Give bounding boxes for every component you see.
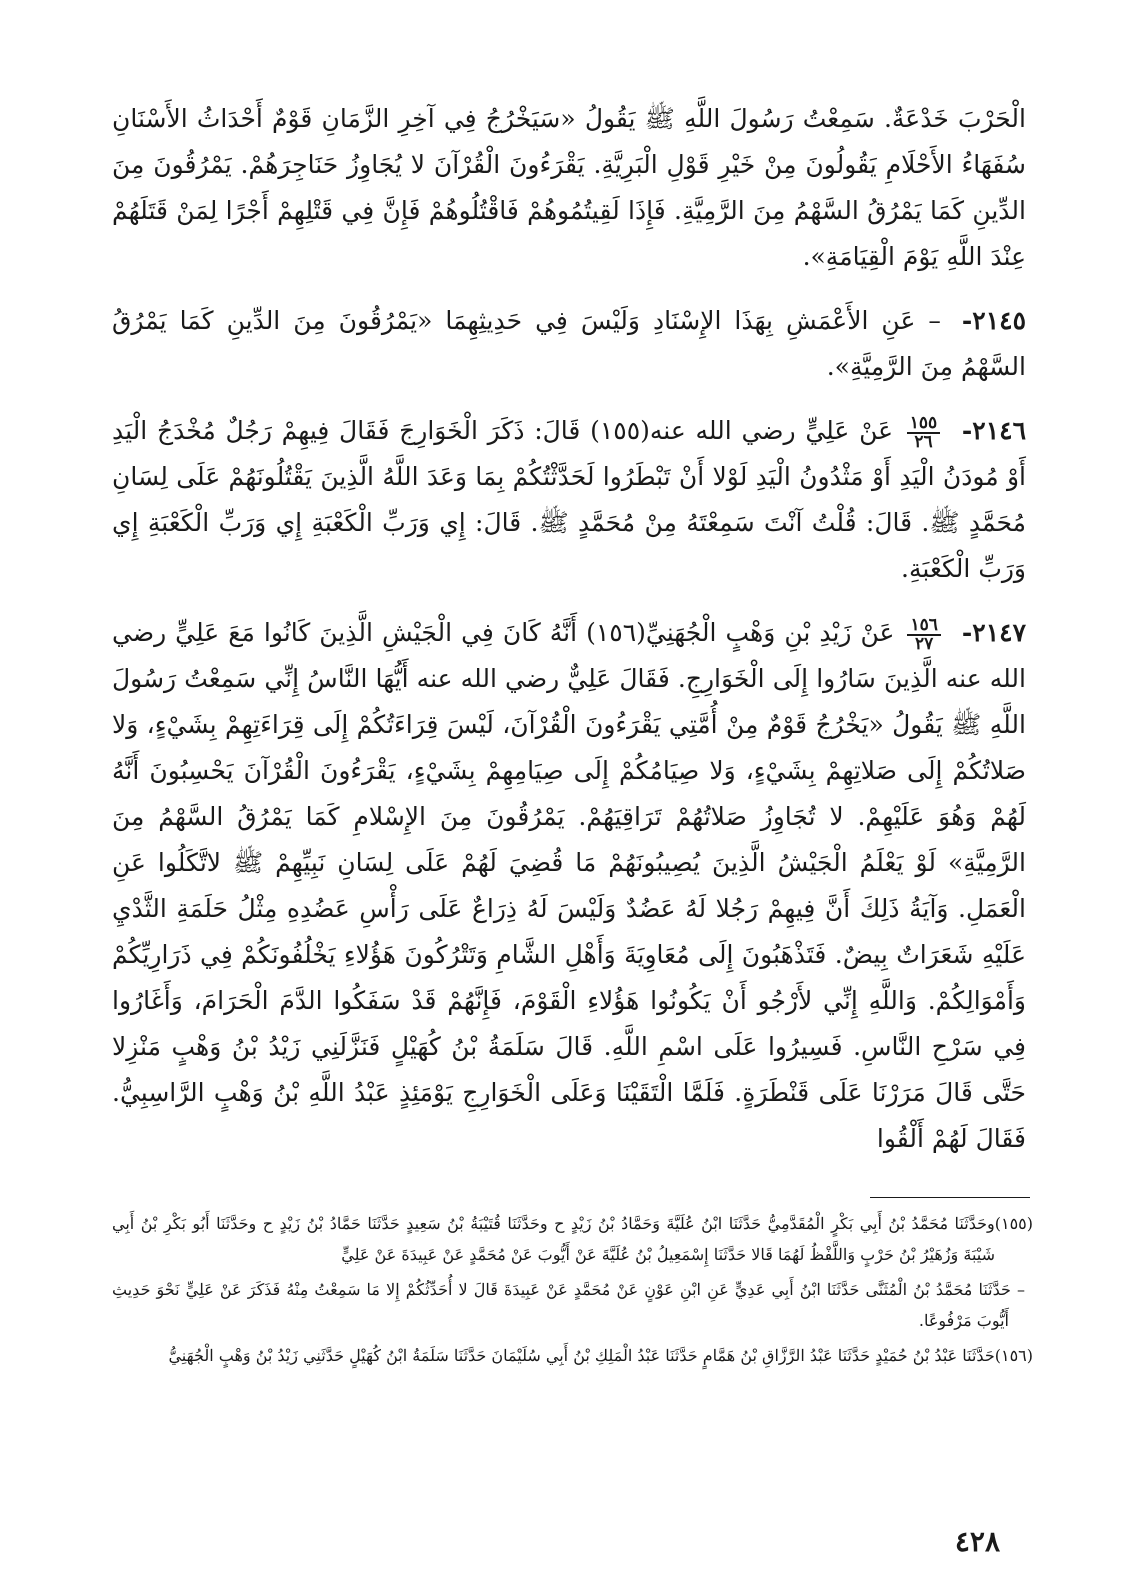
hadith-2145 bbox=[112, 298, 1026, 390]
fraction-bottom: ٢٦ bbox=[914, 431, 933, 452]
hadith-number: ٢١٤٦- bbox=[961, 416, 1027, 445]
cross-reference-fraction bbox=[907, 412, 940, 452]
paragraph-intro bbox=[112, 96, 1026, 280]
fraction-top: ١٥٥ bbox=[907, 415, 940, 434]
hadith-number: ٢١٤٧- bbox=[961, 618, 1026, 647]
hadith-2147 bbox=[112, 610, 1026, 1162]
fraction-bottom: ٢٧ bbox=[915, 633, 934, 654]
intro-text: الْحَرْبَ خَدْعَةٌ. سَمِعْتُ رَسُولَ اللَّهِ ﷺ يَقُولُ «سَيَخْرُجُ فِي آخِرِ الزَّمَانِ قَوْمٌ أَحْدَاثُ الأَسْنَانِ سُفَهَاءُ الأَحْلَامِ يَقُولُونَ مِنْ خَيْرِ قَوْلِ الْبَرِيَّةِ. يَقْرَءُونَ الْقُرْآنَ لا يُجَاوِزُ حَنَاجِرَهُمْ. يَمْرُقُونَ مِنَ الدِّينِ كَمَا يَمْرُقُ السَّهْمُ مِنَ الرَّمِيَّةِ. فَإِذَا لَقِيتُمُوهُمْ فَاقْتُلُوهُمْ فَإِنَّ فِي قَتْلِهِمْ أَجْرًا لِمَنْ قَتَلَهُمْ عِنْدَ اللَّهِ يَوْمَ الْقِيَامَةِ». bbox=[112, 104, 1026, 271]
footnote-155: (١٥٥)وحَدَّثَنَا مُحَمَّدُ بْنُ أَبِي بَكْرٍ الْمُقَدَّمِيُّ حَدَّثَنَا ابْنُ عُلَيَّةَ وَحَمَّادُ بْنُ زَيْدٍ ح وحَدَّثَنَا قُتَيْبَةُ بْنُ سَعِيدٍ حَدَّثَنَا حَمَّادُ بْنُ زَيْدٍ ح وحَدَّثَنَا أَبُو بَكْرِ بْنُ أَبِي شَيْبَةَ وَزُهَيْرُ بْنُ حَرْبٍ وَاللَّفْظُ لَهُمَا قَالا حَدَّثَنَا إِسْمَعِيلُ بْنُ عُلَيَّةَ عَنْ أَيُّوبَ عَنْ مُحَمَّدٍ عَنْ عَبِيدَةَ عَنْ عَلِيٍّ bbox=[112, 1214, 1033, 1264]
hadith-text: عَنْ زَيْدِ بْنِ وَهْبٍ الْجُهَنِيِّ(١٥٦) أَنَّهُ كَانَ فِي الْجَيْشِ الَّذِينَ كَانُوا مَعَ عَلِيٍّ رضي الله عنه الَّذِينَ سَارُوا إِلَى الْخَوَارِجِ. فَقَالَ عَلِيٌّ رضي الله عنه أَيُّهَا النَّاسُ إِنِّي سَمِعْتُ رَسُولَ اللَّهِ ﷺ يَقُولُ «يَخْرُجُ قَوْمٌ مِنْ أُمَّتِي يَقْرَءُونَ الْقُرْآنَ، لَيْسَ قِرَاءَتُكُمْ إِلَى قِرَاءَتِهِمْ بِشَيْءٍ، وَلا صَلاتُكُمْ إِلَى صَلاتِهِمْ بِشَيْءٍ، وَلا صِيَامُكُمْ إِلَى صِيَامِهِمْ بِشَيْءٍ، يَقْرَءُونَ الْقُرْآنَ يَحْسِبُونَ أَنَّهُ لَهُمْ وَهُوَ عَلَيْهِمْ. لا تُجَاوِزُ صَلاتُهُمْ تَرَاقِيَهُمْ. يَمْرُقُونَ مِنَ الإِسْلامِ كَمَا يَمْرُقُ السَّهْمُ مِنَ الرَّمِيَّةِ» لَوْ يَعْلَمُ الْجَيْشُ الَّذِينَ يُصِيبُونَهُمْ مَا قُضِيَ لَهُمْ عَلَى لِسَانِ نَبِيِّهِمْ ﷺ لاتَّكَلُوا عَنِ الْعَمَلِ. وَآيَةُ ذَلِكَ أَنَّ فِيهِمْ رَجُلا لَهُ عَضُدٌ وَلَيْسَ لَهُ ذِرَاعٌ عَلَى رَأْسِ عَضُدِهِ مِثْلُ حَلَمَةِ الثَّدْيِ عَلَيْهِ شَعَرَاتٌ بِيضٌ. فَتَذْهَبُونَ إِلَى مُعَاوِيَةَ وَأَهْلِ الشَّامِ وَتَتْرُكُونَ هَؤُلاءِ يَخْلُفُونَكُمْ فِي ذَرَارِيِّكُمْ وَأَمْوَالِكُمْ. وَاللَّهِ إِنِّي لأَرْجُو أَنْ يَكُونُوا هَؤُلاءِ الْقَوْمَ، فَإِنَّهُمْ قَدْ سَفَكُوا الدَّمَ الْحَرَامَ، وَأَغَارُوا فِي سَرْحِ النَّاسِ. فَسِيرُوا عَلَى اسْمِ اللَّهِ. قَالَ سَلَمَةُ بْنُ كُهَيْلٍ فَنَزَّلَنِي زَيْدُ بْنُ وَهْبٍ مَنْزِلا حَتَّى قَالَ مَرَرْنَا عَلَى قَنْطَرَةٍ. فَلَمَّا الْتَقَيْنَا وَعَلَى الْخَوَارِجِ يَوْمَئِذٍ عَبْدُ اللَّهِ بْنُ وَهْبٍ الرَّاسِبِيُّ. فَقَالَ لَهُمْ أَلْقُوا bbox=[112, 618, 1026, 1153]
footnotes bbox=[112, 1208, 1033, 1375]
footnote-divider bbox=[870, 1197, 1030, 1198]
main-text bbox=[112, 96, 1026, 1180]
hadith-2146 bbox=[112, 408, 1026, 592]
page-number: ٤٢٨ bbox=[954, 1525, 1000, 1558]
cross-reference-fraction bbox=[907, 614, 940, 654]
fraction-top: ١٥٦ bbox=[907, 617, 940, 636]
footnote-156: (١٥٦)حَدَّثَنَا عَبْدُ بْنُ حُمَيْدٍ حَدَّثَنَا عَبْدُ الرَّزَّاقِ بْنُ هَمَّامٍ حَدَّثَنَا عَبْدُ الْمَلِكِ بْنُ أَبِي سُلَيْمَانَ حَدَّثَنَا سَلَمَةُ ابْنُ كُهَيْلٍ حَدَّثَنِي زَيْدُ بْنُ وَهْبٍ الْجُهَنِيُّ bbox=[168, 1346, 1033, 1365]
hadith-text: عَنْ عَلِيٍّ رضي الله عنه(١٥٥) قَالَ: ذَكَرَ الْخَوَارِجَ فَقَالَ فِيهِمْ رَجُلٌ مُخْدَجُ الْيَدِ أَوْ مُودَنُ الْيَدِ أَوْ مَثْدُونُ الْيَدِ لَوْلا أَنْ تَبْطَرُوا لَحَدَّثْتُكُمْ بِمَا وَعَدَ اللَّهُ الَّذِينَ يَقْتُلُونَهُمْ عَلَى لِسَانِ مُحَمَّدٍ ﷺ. قَالَ: قُلْتُ آنْتَ سَمِعْتَهُ مِنْ مُحَمَّدٍ ﷺ. قَالَ: إِي وَرَبِّ الْكَعْبَةِ إِي وَرَبِّ الْكَعْبَةِ إِي وَرَبِّ الْكَعْبَةِ. bbox=[112, 416, 1026, 583]
hadith-number: ٢١٤٥- bbox=[961, 306, 1027, 335]
hadith-text: – عَنِ الأَعْمَشِ بِهَذَا الإِسْنَادِ وَلَيْسَ فِي حَدِيثِهِمَا «يَمْرُقُونَ مِنَ الدِّينِ كَمَا يَمْرُقُ السَّهْمُ مِنَ الرَّمِيَّةِ». bbox=[112, 306, 1026, 381]
footnote-155-continued: – حَدَّثَنَا مُحَمَّدُ بْنُ الْمُثَنَّى حَدَّثَنَا ابْنُ أَبِي عَدِيٍّ عَنِ ابْنِ عَوْنٍ عَنْ مُحَمَّدٍ عَنْ عَبِيدَةَ قَالَ لا أُحَدِّثُكُمْ إِلا مَا سَمِعْتُ مِنْهُ فَذَكَرَ عَنْ عَلِيٍّ نَحْوَ حَدِيثِ أَيُّوبَ مَرْفُوعًا. bbox=[112, 1280, 1025, 1330]
